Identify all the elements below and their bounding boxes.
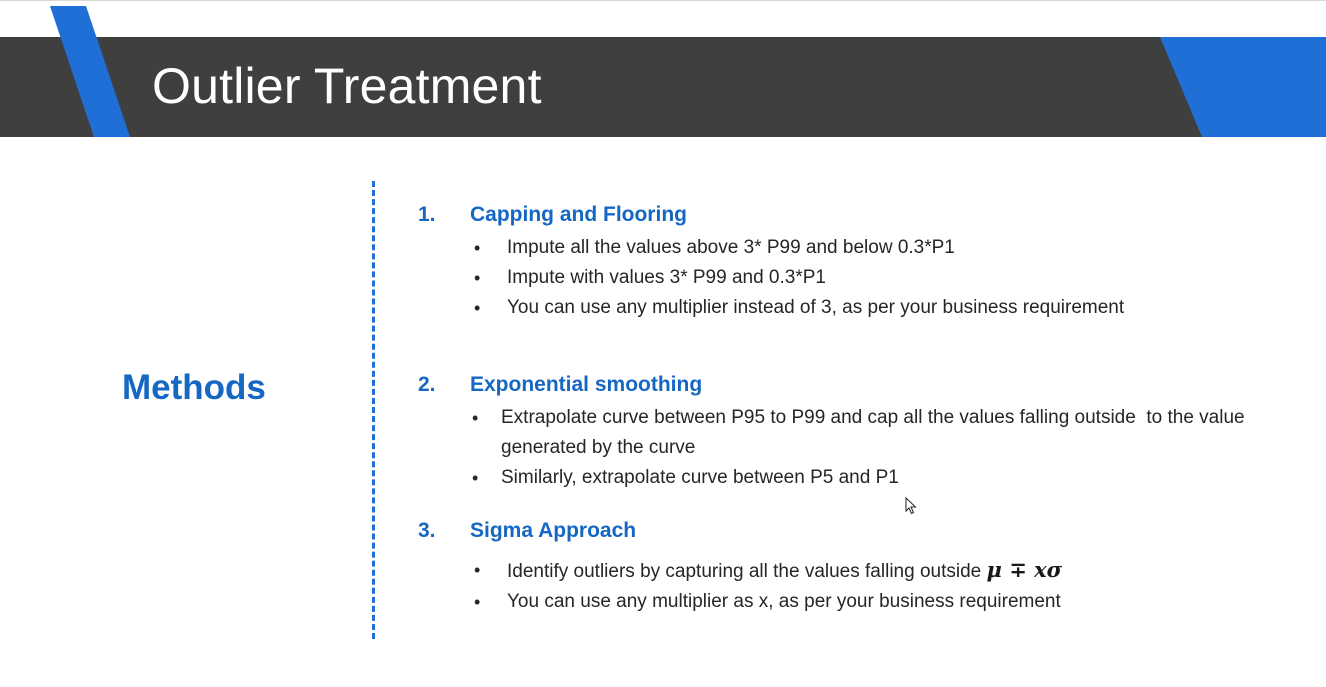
sigma-formula: μ ∓ xσ (986, 557, 1063, 582)
bullet-text: You can use any multiplier instead of 3, as per your business requirement (507, 297, 1125, 318)
bullet-icon: • (474, 268, 481, 288)
bullet-list (418, 555, 1298, 617)
bullet-text: Similarly, extrapolate curve between P5 and P1 (501, 467, 899, 488)
list-item (418, 403, 1276, 463)
section-title: Sigma Approach (470, 519, 637, 542)
bullet-text: Identify outliers by capturing all the values falling outside (507, 561, 982, 582)
bullet-text: Impute with values 3* P99 and 0.3*P1 (507, 267, 826, 288)
methods-list (418, 197, 1298, 617)
list-item (418, 263, 1298, 293)
bullet-list (418, 403, 1298, 493)
bullet-icon: • (474, 592, 481, 612)
dashed-divider (372, 181, 375, 639)
section-number: 3. (418, 519, 436, 542)
list-item (418, 587, 1298, 617)
methods-label: Methods (122, 368, 266, 407)
mouse-pointer-icon (905, 497, 917, 515)
slide-title: Outlier Treatment (152, 58, 542, 114)
section-heading (418, 367, 1298, 403)
list-item (418, 463, 1298, 493)
bullet-icon: • (472, 408, 479, 428)
bullet-text: Impute all the values above 3* P99 and below 0.3*P1 (507, 237, 955, 258)
section-number: 1. (418, 203, 436, 226)
bullet-list (418, 233, 1298, 323)
bullet-text: You can use any multiplier as x, as per your business requirement (507, 591, 1061, 612)
section-number: 2. (418, 373, 436, 396)
section-heading (418, 513, 1298, 549)
method-section-capping (418, 197, 1298, 367)
method-section-sigma (418, 513, 1298, 617)
section-heading (418, 197, 1298, 233)
bullet-icon: • (474, 238, 481, 258)
bullet-icon: • (472, 468, 479, 488)
bullet-icon: • (474, 560, 481, 580)
section-title: Capping and Flooring (470, 203, 687, 226)
bullet-text: Extrapolate curve between P95 to P99 and cap all the values falling outside to the value generated by the curve (501, 407, 1250, 458)
bullet-icon: • (474, 298, 481, 318)
section-title: Exponential smoothing (470, 373, 703, 396)
list-item (418, 293, 1217, 323)
list-item (418, 233, 1298, 263)
method-section-exponential (418, 367, 1298, 513)
list-item (418, 555, 1298, 587)
